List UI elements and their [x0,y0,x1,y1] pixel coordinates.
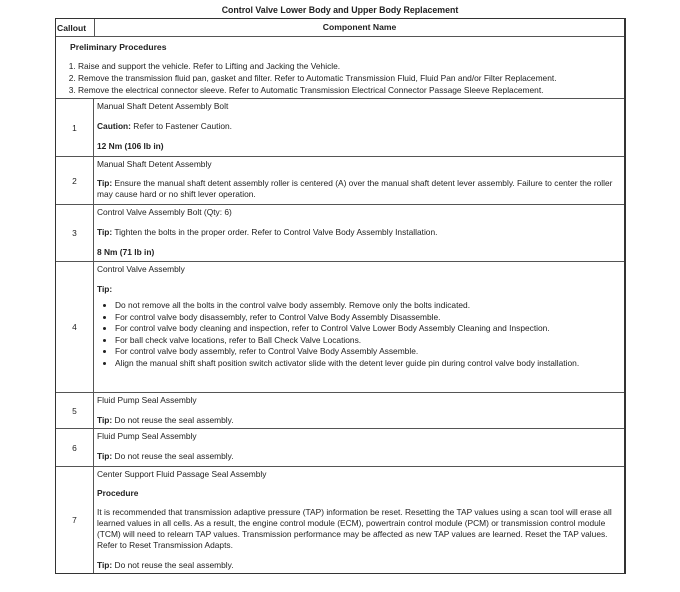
tip-label: Tip: [97,178,113,188]
tip-bullets [97,300,621,368]
tip-label: Tip: [97,284,113,294]
callout: 4 [56,262,94,392]
tip-text: Do not reuse the seal assembly. [112,560,234,570]
component-name: Manual Shaft Detent Assembly [97,159,212,169]
table-row [56,156,624,204]
procedure-heading: Procedure [97,488,139,498]
torque-spec: 8 Nm (71 lb in) [97,247,155,257]
tip-text: Tighten the bolts in the proper order. Refer to Control Valve Body Assembly Installation. [112,227,438,237]
component-cell [94,467,624,573]
procedure-table [55,18,626,574]
component-name: Center Support Fluid Passage Seal Assembly [97,469,267,479]
callout: 5 [56,393,94,428]
tip-text: Do not reuse the seal assembly. [112,451,234,461]
bullet-item: • For control valve body assembly, refer to Control Valve Body Assembly Assemble. [115,346,621,358]
table-row [56,392,624,428]
component-cell [94,205,624,261]
component-header: Component Name [322,22,397,32]
tip-label: Tip: [97,415,113,425]
callout: 7 [56,467,94,573]
bullet-item: • Do not remove all the bolts in the control valve body assembly. Remove only the bolts indicated. [115,300,621,312]
step: 3. Remove the electrical connector sleeve. Refer to Automatic Transmission Electrical Connector Passage Sleeve Replacement. [78,84,618,96]
tip-label: Tip: [97,451,113,461]
caution-text: Refer to Fastener Caution. [130,121,232,131]
callout: 3 [56,205,94,261]
step: 2. Remove the transmission fluid pan, gasket and filter. Refer to Automatic Transmission Fluid, Fluid Pan and/or Filter Replacement. [78,72,618,84]
preliminary-procedures [56,36,624,98]
tip-text: Ensure the manual shaft detent assembly roller is centered (A) over the manual shaft detent lever assembly. Failure to center the roller may cause hard or no shift lever operation. [97,178,613,199]
component-cell [94,157,624,204]
component-cell [94,393,624,428]
callout: 2 [56,157,94,204]
caution-label: Caution: [97,121,131,131]
table-header [56,19,624,36]
preliminary-steps [62,60,618,96]
component-name: Fluid Pump Seal Assembly [97,395,197,405]
bullet-item: • Align the manual shift shaft position switch activator slide with the detent lever guide pin during control valve body installation. [115,358,621,368]
bullet-item: • For control valve body cleaning and inspection, refer to Control Valve Lower Body Assembly Cleaning and Inspection. [115,323,621,335]
table-row [56,466,624,573]
table-row [56,98,624,156]
component-cell [94,99,624,156]
page-title: Control Valve Lower Body and Upper Body Replacement [221,5,459,15]
preliminary-heading: Preliminary Procedures [70,42,167,52]
step: 1. Raise and support the vehicle. Refer to Lifting and Jacking the Vehicle. [78,60,618,72]
tip-label: Tip: [97,560,113,570]
component-name: Control Valve Assembly [97,264,185,274]
component-name: Fluid Pump Seal Assembly [97,431,197,441]
bullet-item: • For ball check valve locations, refer to Ball Check Valve Locations. [115,335,621,347]
torque-spec: 12 Nm (106 lb in) [97,141,164,151]
table-row [56,428,624,466]
callout: 1 [56,99,94,156]
component-name: Control Valve Assembly Bolt (Qty: 6) [97,207,232,217]
callout: 6 [56,429,94,466]
procedure-body: It is recommended that transmission adaptive pressure (TAP) information be reset. Resetting the TAP values using a scan tool will erase all learned values in all cells. As a result, the engine control module (ECM), powertrain control module (PCM) or transmission control module (TCM) will need to relearn TAP values. Transmission performance may be affected as new TAP values are learned. Reset the TAP values. Refer to Reset Transmission Adapts. [97,507,612,550]
table-row [56,204,624,261]
callout-header: Callout [56,19,95,36]
table-row [56,261,624,392]
tip-label: Tip: [97,227,113,237]
component-name: Manual Shaft Detent Assembly Bolt [97,101,229,111]
bullet-item: • For control valve body disassembly, refer to Control Valve Body Assembly Disassemble. [115,312,621,324]
component-cell [94,429,624,466]
tip-text: Do not reuse the seal assembly. [112,415,234,425]
component-cell [94,262,624,392]
